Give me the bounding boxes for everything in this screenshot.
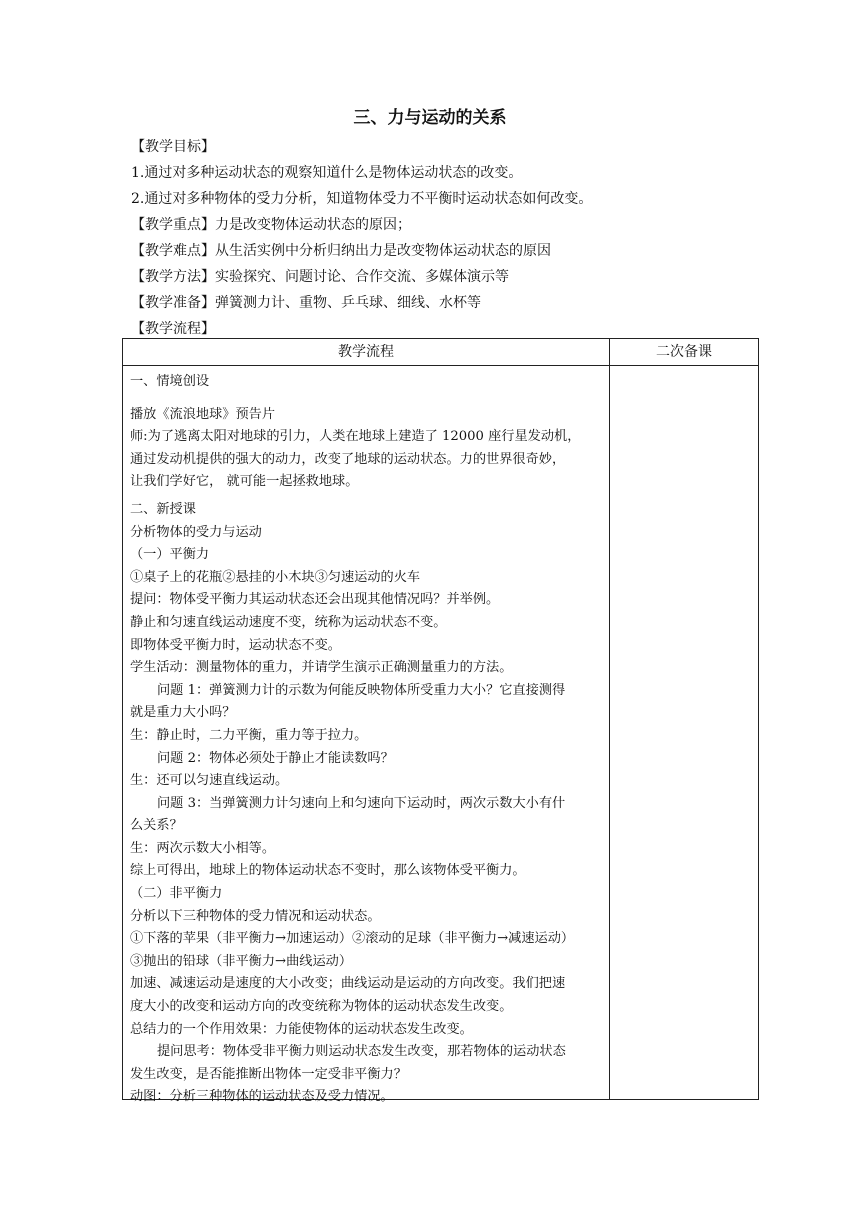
content-line: 一、情境创设 [130,374,210,389]
content-line: 就是重力大小吗？ [130,705,236,721]
content-line: 让我们学好它， 就可能一起拯救地球。 [130,474,359,490]
content-line: 提问思考：物体受非平衡力则运动状态发生改变，那若物体的运动状态 [157,1044,566,1060]
content-line: ①下落的苹果（非平衡力→加速运动）②滚动的足球（非平衡力→减速运动） [130,931,575,947]
table-header-second-prep: 二次备课 [656,344,712,360]
meta-goal-2: 2.通过对多种物体的受力分析，知道物体受力不平衡时运动状态如何改变。 [131,191,593,207]
document-title: 三、力与运动的关系 [353,108,507,128]
table-column-divider [609,339,610,1099]
content-line: 么关系？ [130,818,183,834]
meta-method: 【教学方法】实验探究、问题讨论、合作交流、多媒体演示等 [131,269,509,285]
content-line: 提问：物体受平衡力其运动状态还会出现其他情况吗？并举例。 [130,592,500,608]
content-line: 播放《流浪地球》预告片 [130,406,276,422]
content-line: 分析物体的受力与运动 [130,524,262,540]
content-line: 问题 2：物体必须处于静止才能读数吗？ [157,750,394,766]
content-line: 即物体受平衡力时，运动状态不变。 [130,637,341,653]
table-header-row [123,339,758,366]
lesson-flow-table [122,338,759,1105]
content-line: 生：还可以匀速直线运动。 [130,773,289,789]
meta-goal-1: 1.通过对多种运动状态的观察知道什么是物体运动状态的改变。 [131,165,523,181]
content-line: 通过发动机提供的强大的动力，改变了地球的运动状态。力的世界很奇妙， [130,451,566,467]
meta-teaching-goals-heading: 【教学目标】 [131,139,215,155]
content-line: 发生改变，是否能推断出物体一定受非平衡力？ [130,1066,407,1082]
content-line: ③抛出的铅球（非平衡力→曲线运动） [130,953,353,969]
content-line: 加速、减速运动是速度的大小改变；曲线运动是运动的方向改变。我们把速 [130,976,566,992]
content-line: （一）平衡力 [130,547,210,563]
content-line: （二）非平衡力 [130,886,223,902]
content-line: 静止和匀速直线运动速度不变，统称为运动状态不变。 [130,614,447,630]
meta-difficulty: 【教学难点】从生活实例中分析归纳出力是改变物体运动状态的原因 [131,243,551,259]
meta-process-heading: 【教学流程】 [131,321,215,337]
content-line: 师:为了逃离太阳对地球的引力，人类在地球上建造了 12000 座行星发动机， [130,429,581,445]
meta-key-point: 【教学重点】力是改变物体运动状态的原因； [131,217,411,233]
content-line: ①桌子上的花瓶②悬挂的小木块③匀速运动的火车 [130,569,421,585]
content-line: 生：两次示数大小相等。 [130,840,276,856]
content-line: 问题 1：弹簧测力计的示数为何能反映物体所受重力大小？它直接测得 [157,682,566,698]
content-line: 问题 3：当弹簧测力计匀速向上和匀速向下运动时，两次示数大小有什 [157,795,566,811]
meta-preparation: 【教学准备】弹簧测力计、重物、乒乓球、细线、水杯等 [131,295,481,311]
content-line: 分析以下三种物体的受力情况和运动状态。 [130,908,381,924]
content-line: 总结力的一个作用效果：力能使物体的运动状态发生改变。 [130,1021,473,1037]
table-header-lesson-flow: 教学流程 [338,344,394,360]
content-line: 动图：分析三种物体的运动状态及受力情况。 [130,1089,394,1105]
content-line: 度大小的改变和运动方向的改变统称为物体的运动状态发生改变。 [130,999,513,1015]
content-line: 学生活动：测量物体的重力，并请学生演示正确测量重力的方法。 [130,660,513,676]
content-line: 生：静止时，二力平衡，重力等于拉力。 [130,727,368,743]
lesson-flow-content [130,371,606,1109]
content-line: 综上可得出，地球上的物体运动状态不变时，那么该物体受平衡力。 [130,863,526,879]
lesson-meta [131,134,771,342]
content-line: 二、新授课 [130,501,196,517]
